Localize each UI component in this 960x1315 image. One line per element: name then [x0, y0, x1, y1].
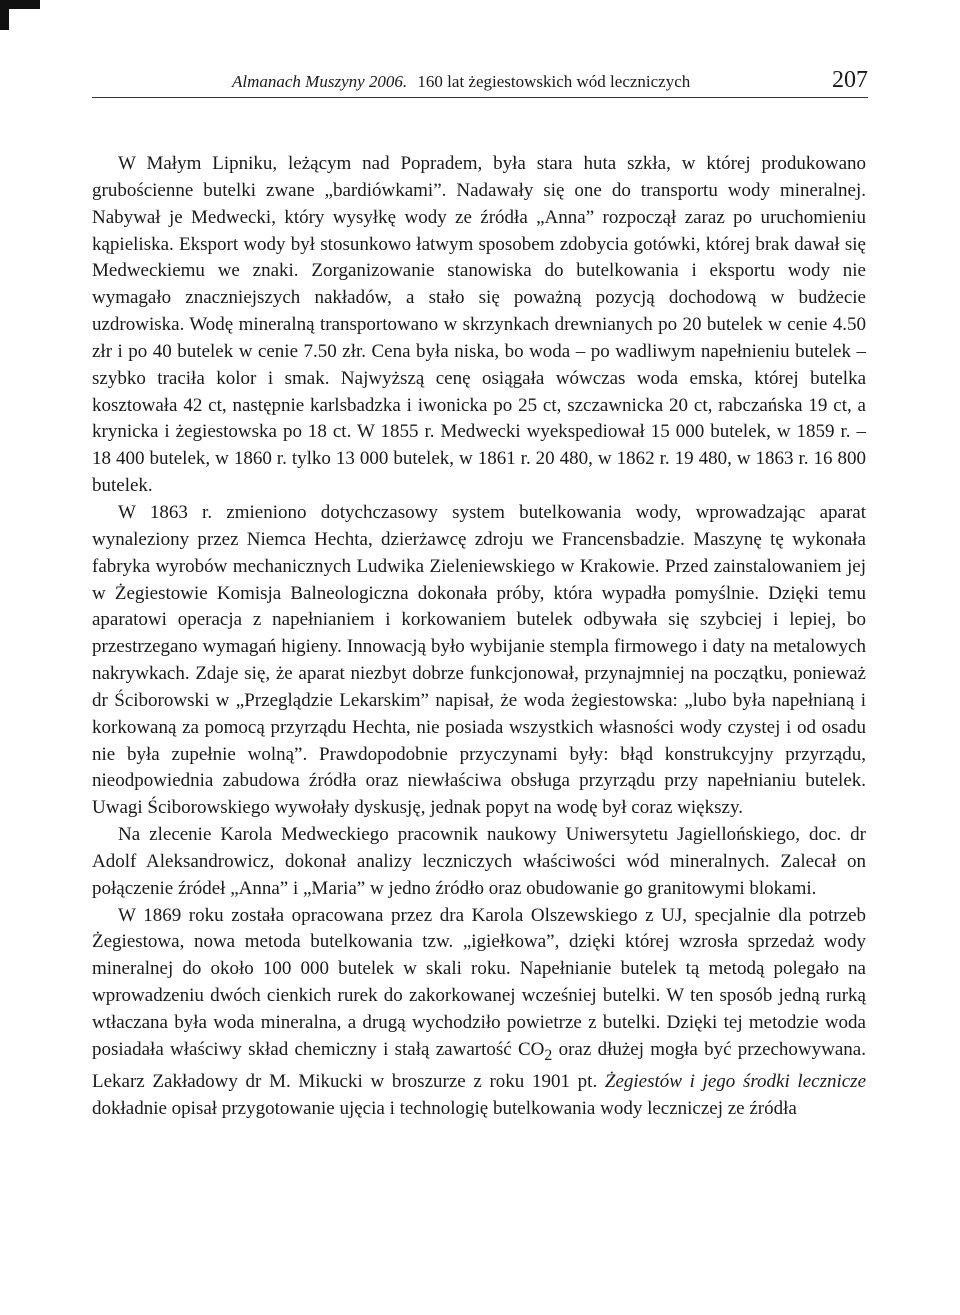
article-title: 160 lat żegiestowskich wód leczniczych	[417, 72, 691, 91]
running-header	[92, 58, 868, 98]
paragraph-4-text-c: dokładnie opisał przygotowanie ujęcia i technologię butelkowania wody leczniczej ze źródła	[92, 1098, 797, 1120]
paragraph-4	[92, 903, 866, 1124]
journal-title: Almanach Muszyny 2006.	[232, 72, 408, 91]
scan-corner-mark-vertical	[0, 0, 9, 30]
paragraph-4-text-a: W 1869 roku została opracowana przez dra Karola Olszewskiego z UJ, specjalnie dla potrzeb Żegiestowa, nowa metoda butelkowania tzw. „igiełkowa”, dzięki której wzrosła sprzedaż wody mineralnej do około 100 000 butelek w skali roku. Napełnianie butelek tą metodą polegało na wprowadzeniu dwóch cienkich rurek do zakorkowanej wcześniej butelki. W ten sposób jedną rurką wtłaczana była woda mineralna, a drugą wychodziło powietrze z butelki. Dzięki tej metodzie woda posiadała właściwy skład chemiczny i stałą zawartość CO	[92, 904, 866, 1060]
header-rule	[92, 97, 868, 98]
paragraph-1: W Małym Lipniku, leżącym nad Popradem, była stara huta szkła, w której produkowano grubościenne butelki zwane „bardiówkami”. Nadawały się one do transportu wody mineralnej. Nabywał je Medwecki, który wysyłkę wody ze źródła „Anna” rozpoczął zaraz po uruchomieniu kąpieliska. Eksport wody był stosunkowo łatwym sposobem zdobycia gotówki, której brak dawał się Medweckiemu we znaki. Zorganizowanie stanowiska do butelkowania i eksportu wody nie wymagało znaczniejszych nakładów, a stało się poważną pozycją dochodową w budżecie uzdrowiska. Wodę mineralną transportowano w skrzynkach drewnianych po 20 butelek w cenie 4.50 złr i po 40 butelek w cenie 7.50 złr. Cena była niska, bo woda – po wadliwym napełnieniu butelek – szybko traciła kolor i smak. Najwyższą cenę osiągała wówczas woda emska, której butelka kosztowała 42 ct, następnie karlsbadzka i iwonicka po 25 ct, szczawnicka 20 ct, rabczańska 19 ct, a krynicka i żegiestowska po 18 ct. W 1855 r. Medwecki wyekspediował 15 000 butelek, w 1859 r. – 18 400 butelek, w 1860 r. tylko 13 000 butelek, w 1861 r. 20 480, w 1862 r. 19 480, w 1863 r. 16 800 butelek.	[92, 153, 866, 497]
paragraph-4-text-b: oraz dłużej mogła być przechowywana. Lekarz Zakładowy dr M. Mikucki w broszurze z roku 1901 pt.	[92, 1038, 866, 1093]
paragraph-3: Na zlecenie Karola Medweckiego pracownik naukowy Uniwersytetu Jagiellońskiego, doc. dr Adolf Aleksandrowicz, dokonał analizy leczniczych właściwości wód mineralnych. Zalecał on połączenie źródeł „Anna” i „Maria” w jedno źródło oraz obudowanie go granitowymi blokami.	[92, 824, 866, 899]
body-text	[92, 151, 866, 1123]
book-title: Żegiestów i jego środki lecznicze	[604, 1071, 867, 1093]
running-title	[232, 72, 690, 92]
page-number: 207	[832, 67, 868, 93]
co2-subscript: 2	[544, 1046, 553, 1064]
paragraph-2: W 1863 r. zmieniono dotychczasowy system butelkowania wody, wprowadzając aparat wynaleziony przez Niemca Hechta, dzierżawcę zdroju we Francensbadzie. Maszynę tę wykonała fabryka wyrobów mechanicznych Ludwika Zieleniewskiego w Krakowie. Przed zainstalowaniem jej w Żegiestowie Komisja Balneologiczna dokonała próby, która wypadła pomyślnie. Dzięki temu aparatowi operacja z napełnianiem i korkowaniem butelek odbywała się szybciej i lepiej, bo przestrzegano wymagań higieny. Innowacją było wybijanie stempla firmowego i daty na metalowych nakrywkach. Zdaje się, że aparat niezbyt dobrze funkcjonował, przynajmniej na początku, ponieważ dr Ściborowski w „Przeglądzie Lekarskim” napisał, że woda żegiestowska: „lubo była napełnianą i korkowaną za pomocą przyrządu Hechta, nie posiada wszystkich własności wody czystej i od osadu nie była zupełnie wolną”. Prawdopodobnie przyczynami były: błąd konstrukcyjny przyrządu, nieodpowiednia zabudowa źródła oraz niewłaściwa obsługa przyrządu przy napełnianiu butelek. Uwagi Ściborowskiego wywołały dyskusję, jednak popyt na wodę był coraz większy.	[92, 501, 866, 819]
